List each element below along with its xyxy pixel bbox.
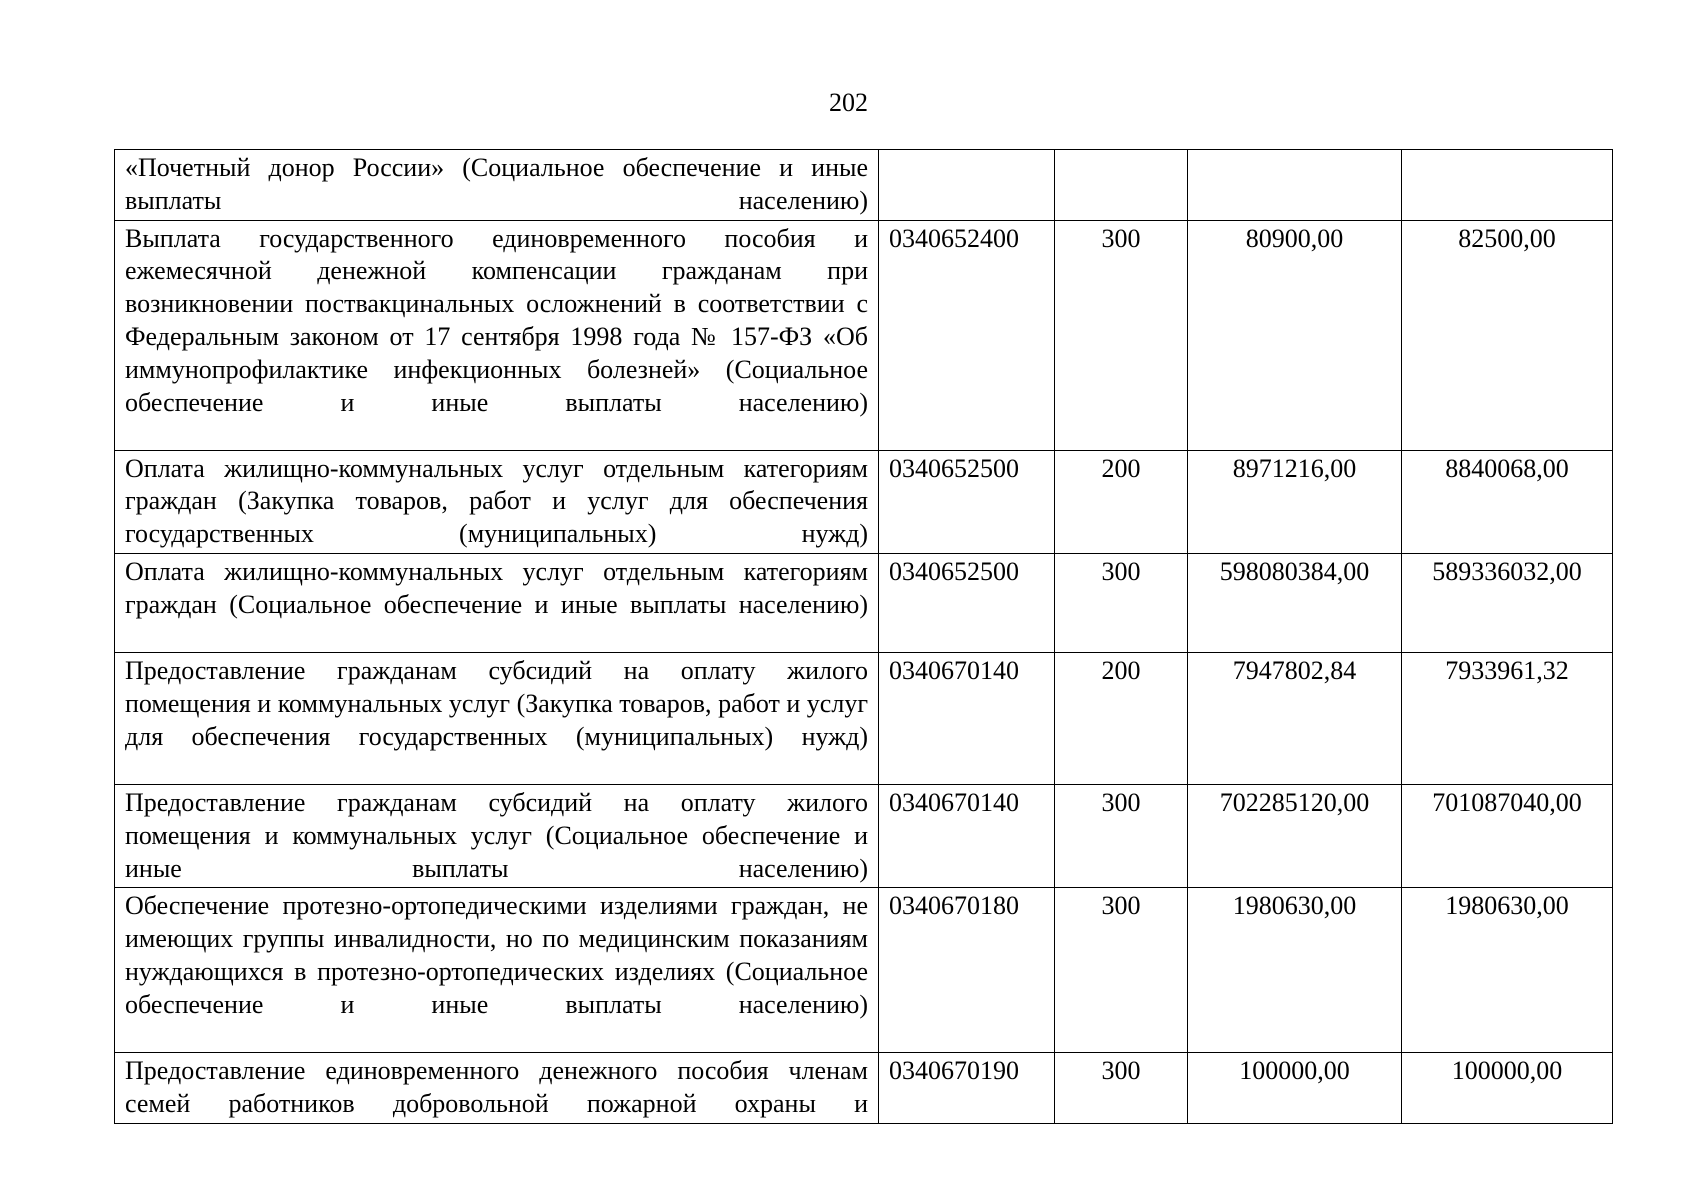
row-code xyxy=(879,150,1055,221)
row-amount-2: 82500,00 xyxy=(1402,220,1613,450)
row-amount-1: 702285120,00 xyxy=(1188,784,1402,887)
row-expense-type: 300 xyxy=(1055,1053,1188,1124)
row-code: 0340670180 xyxy=(879,888,1055,1053)
table-row xyxy=(115,784,1613,887)
row-expense-type: 200 xyxy=(1055,652,1188,784)
row-amount-1: 598080384,00 xyxy=(1188,553,1402,652)
row-amount-1: 8971216,00 xyxy=(1188,450,1402,553)
row-amount-1: 1980630,00 xyxy=(1188,888,1402,1053)
row-expense-type: 300 xyxy=(1055,220,1188,450)
row-name: «Почетный донор России» (Социальное обеспечение и иные выплаты населению) xyxy=(115,150,879,221)
row-name: Предоставление гражданам субсидий на оплату жилого помещения и коммунальных услуг (Закупка товаров, работ и услуг для обеспечения государственных (муниципальных) нужд) xyxy=(115,652,879,784)
row-amount-2: 701087040,00 xyxy=(1402,784,1613,887)
row-amount-1: 100000,00 xyxy=(1188,1053,1402,1124)
table-row xyxy=(115,553,1613,652)
row-name: Предоставление гражданам субсидий на оплату жилого помещения и коммунальных услуг (Социальное обеспечение и иные выплаты населению) xyxy=(115,784,879,887)
row-expense-type: 300 xyxy=(1055,888,1188,1053)
row-amount-2: 1980630,00 xyxy=(1402,888,1613,1053)
table-row xyxy=(115,450,1613,553)
table-row xyxy=(115,220,1613,450)
row-code: 0340652500 xyxy=(879,553,1055,652)
row-amount-2: 589336032,00 xyxy=(1402,553,1613,652)
row-code: 0340652500 xyxy=(879,450,1055,553)
row-code: 0340670140 xyxy=(879,784,1055,887)
row-amount-2: 7933961,32 xyxy=(1402,652,1613,784)
row-expense-type xyxy=(1055,150,1188,221)
row-name: Предоставление единовременного денежного пособия членам семей работников добровольной пожарной охраны и xyxy=(115,1053,879,1124)
row-expense-type: 300 xyxy=(1055,784,1188,887)
row-name: Обеспечение протезно-ортопедическими изделиями граждан, не имеющих группы инвалидности, но по медицинским показаниям нуждающихся в протезно-ортопедических изделиях (Социальное обеспечение и иные выплаты населению) xyxy=(115,888,879,1053)
row-amount-2: 100000,00 xyxy=(1402,1053,1613,1124)
row-name: Выплата государственного единовременного пособия и ежемесячной денежной компенсации гражданам при возникновении поствакцинальных осложнений в соответствии с Федеральным законом от 17 сентября 1998 года № 157-ФЗ «Об иммунопрофилактике инфекционных болезней» (Социальное обеспечение и иные выплаты населению) xyxy=(115,220,879,450)
budget-table xyxy=(114,149,1613,1124)
table-row xyxy=(115,150,1613,221)
row-amount-2: 8840068,00 xyxy=(1402,450,1613,553)
row-name: Оплата жилищно-коммунальных услуг отдельным категориям граждан (Социальное обеспечение и иные выплаты населению) xyxy=(115,553,879,652)
row-name: Оплата жилищно-коммунальных услуг отдельным категориям граждан (Закупка товаров, работ и услуг для обеспечения государственных (муниципальных) нужд) xyxy=(115,450,879,553)
row-code: 0340652400 xyxy=(879,220,1055,450)
row-code: 0340670140 xyxy=(879,652,1055,784)
row-expense-type: 300 xyxy=(1055,553,1188,652)
page-number: 202 xyxy=(829,88,868,117)
row-expense-type: 200 xyxy=(1055,450,1188,553)
row-amount-2 xyxy=(1402,150,1613,221)
table-row xyxy=(115,652,1613,784)
table-row xyxy=(115,888,1613,1053)
row-code: 0340670190 xyxy=(879,1053,1055,1124)
row-amount-1 xyxy=(1188,150,1402,221)
row-amount-1: 80900,00 xyxy=(1188,220,1402,450)
row-amount-1: 7947802,84 xyxy=(1188,652,1402,784)
table-row xyxy=(115,1053,1613,1124)
